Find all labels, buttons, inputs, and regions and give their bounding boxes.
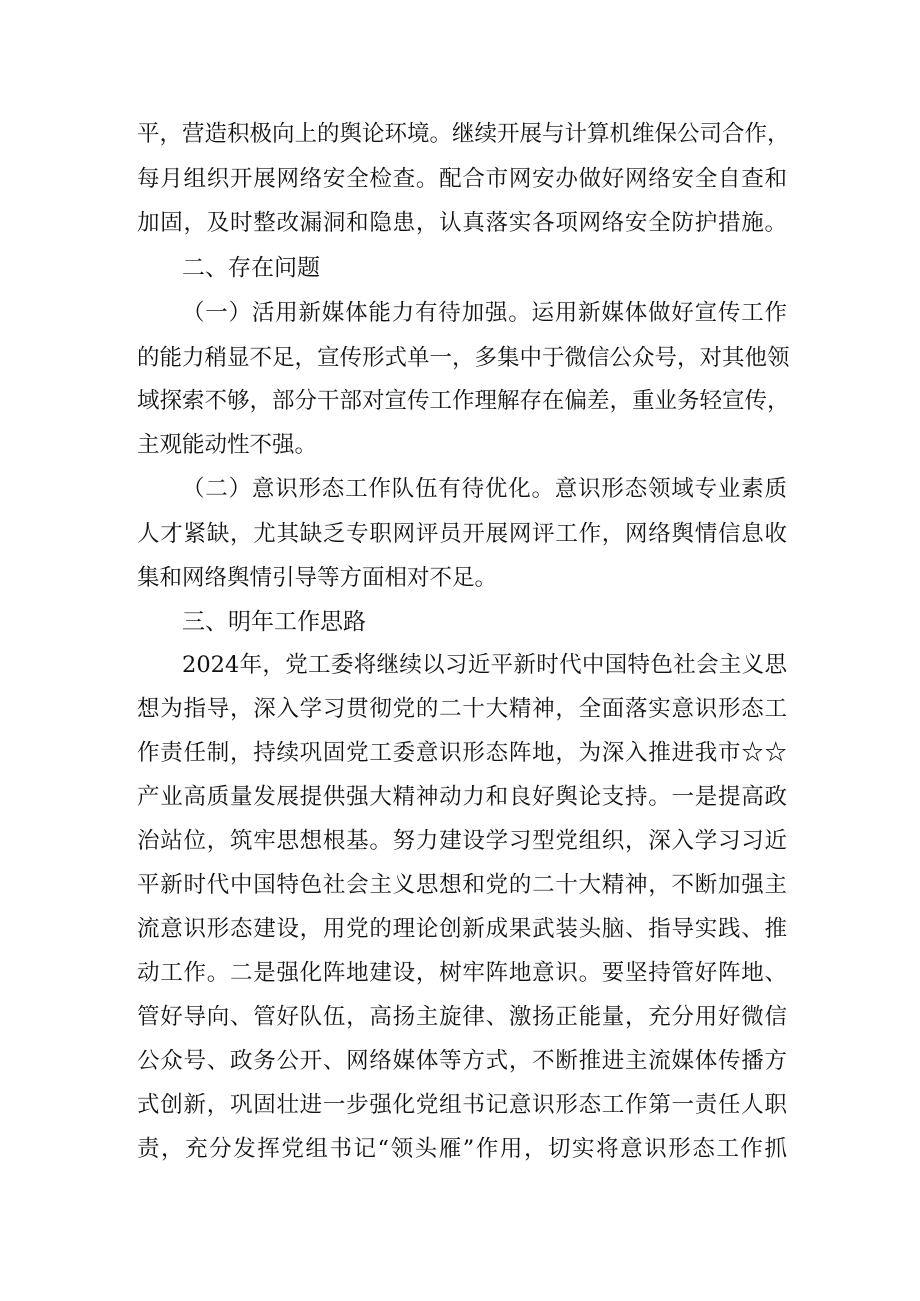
plan-line: 产业高质量发展提供强大精神动力和良好舆论支持。一是提高政 xyxy=(137,784,787,810)
problem-2-line: 集和网络舆情引导等方面相对不足。 xyxy=(137,565,498,591)
section-heading-problems: 二、存在问题 xyxy=(182,255,320,281)
plan-line: 责，充分发挥党组书记“领头雁”作用，切实将意识形态工作抓 xyxy=(137,1136,787,1162)
plan-line: 2024年，党工委将继续以习近平新时代中国特色社会主义思 xyxy=(182,652,787,678)
problem-2-line: 人才紧缺，尤其缺乏专职网评员开展网评工作，网络舆情信息收 xyxy=(137,521,787,547)
plan-line: 想为指导，深入学习贯彻党的二十大精神，全面落实意识形态工 xyxy=(137,696,787,722)
intro-line: 平，营造积极向上的舆论环境。继续开展与计算机维保公司合作， xyxy=(137,121,790,147)
plan-line: 管好导向、管好队伍，高扬主旋律、激扬正能量，充分用好微信 xyxy=(137,1004,787,1030)
plan-line: 动工作。二是强化阵地建设，树牢阵地意识。要坚持管好阵地、 xyxy=(137,960,787,986)
plan-line: 治站位，筑牢思想根基。努力建设学习型党组织，深入学习习近 xyxy=(137,828,787,854)
section-heading-plans: 三、明年工作思路 xyxy=(182,609,366,635)
plan-line: 公众号、政务公开、网络媒体等方式，不断推进主流媒体传播方 xyxy=(137,1048,787,1074)
problem-1-line: 的能力稍显不足，宣传形式单一，多集中于微信公众号，对其他领 xyxy=(137,345,790,371)
problem-1-line: 域探索不够，部分干部对宣传工作理解存在偏差，重业务轻宣传， xyxy=(137,388,790,414)
problem-1-line: （一）活用新媒体能力有待加强。运用新媒体做好宣传工作 xyxy=(182,300,787,326)
plan-line: 平新时代中国特色社会主义思想和党的二十大精神，不断加强主 xyxy=(137,872,787,898)
plan-line: 式创新，巩固壮进一步强化党组书记意识形态工作第一责任人职 xyxy=(137,1092,787,1118)
problem-2-line: （二）意识形态工作队伍有待优化。意识形态领域专业素质 xyxy=(182,476,787,502)
intro-line: 每月组织开展网络安全检查。配合市网安办做好网络安全自查和 xyxy=(137,166,787,192)
plan-line: 流意识形态建设，用党的理论创新成果武装头脑、指导实践、推 xyxy=(137,916,787,942)
plan-line: 作责任制，持续巩固党工委意识形态阵地，为深入推进我市☆☆ xyxy=(137,740,787,766)
intro-line: 加固，及时整改漏洞和隐患，认真落实各项网络安全防护措施。 xyxy=(137,210,787,236)
problem-1-line: 主观能动性不强。 xyxy=(137,432,318,458)
